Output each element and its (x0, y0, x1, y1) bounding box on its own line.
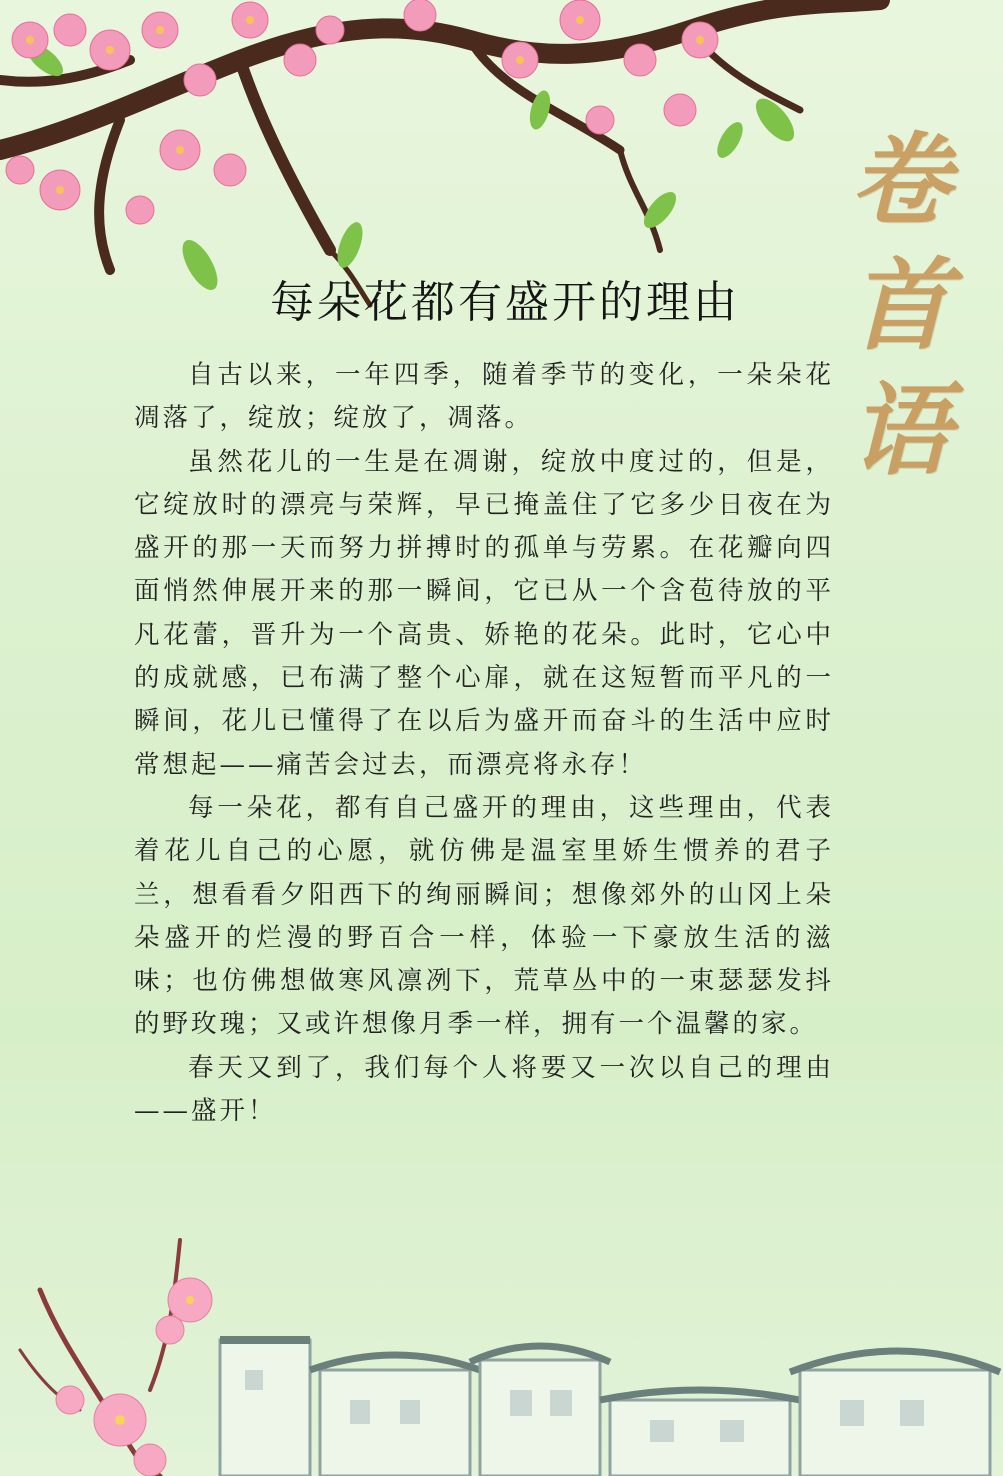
side-title-char: 首 (850, 246, 950, 364)
article-body (134, 354, 834, 1133)
paragraph: 春天又到了，我们每个人将要又一次以自己的理由——盛开！ (134, 1052, 834, 1127)
paragraph: 每一朵花，都有自己盛开的理由，这些理由，代表着花儿自己的心愿，就仿佛是温室里娇生惯养的君子兰，想看看夕阳西下的绚丽瞬间；想像郊外的山冈上朵朵盛开的烂漫的野百合一样，体验一下豪放生活的滋味；也仿佛想做寒风凛冽下，荒草丛中的一束瑟瑟发抖的野玫瑰；又或许想像月季一样，拥有一个温馨的家。 (134, 792, 834, 1040)
paragraph: 自古以来，一年四季，随着季节的变化，一朵朵花凋落了，绽放；绽放了，凋落。 (134, 360, 834, 434)
village-illustration (200, 1300, 1003, 1476)
side-title-char: 语 (850, 371, 950, 489)
paragraph: 虽然花儿的一生是在凋谢，绽放中度过的，但是，它绽放时的漂亮与荣辉，早已掩盖住了它多少日夜在为盛开的那一天而努力拼搏时的孤单与劳累。在花瓣向四面悄然伸展开来的那一瞬间，它已从一个含苞待放的平凡花蕾，晋升为一个高贵、娇艳的花朵。此时，它心中的成就感，已布满了整个心扉，就在这短暂而平凡的一瞬间，花儿已懂得了在以后为盛开而奋斗的生活中应时常想起——痛苦会过去，而漂亮将永存！ (134, 446, 834, 780)
side-title (835, 121, 965, 489)
article-title: 每朵花都有盛开的理由 (270, 277, 740, 328)
side-title-char: 卷 (850, 121, 950, 239)
